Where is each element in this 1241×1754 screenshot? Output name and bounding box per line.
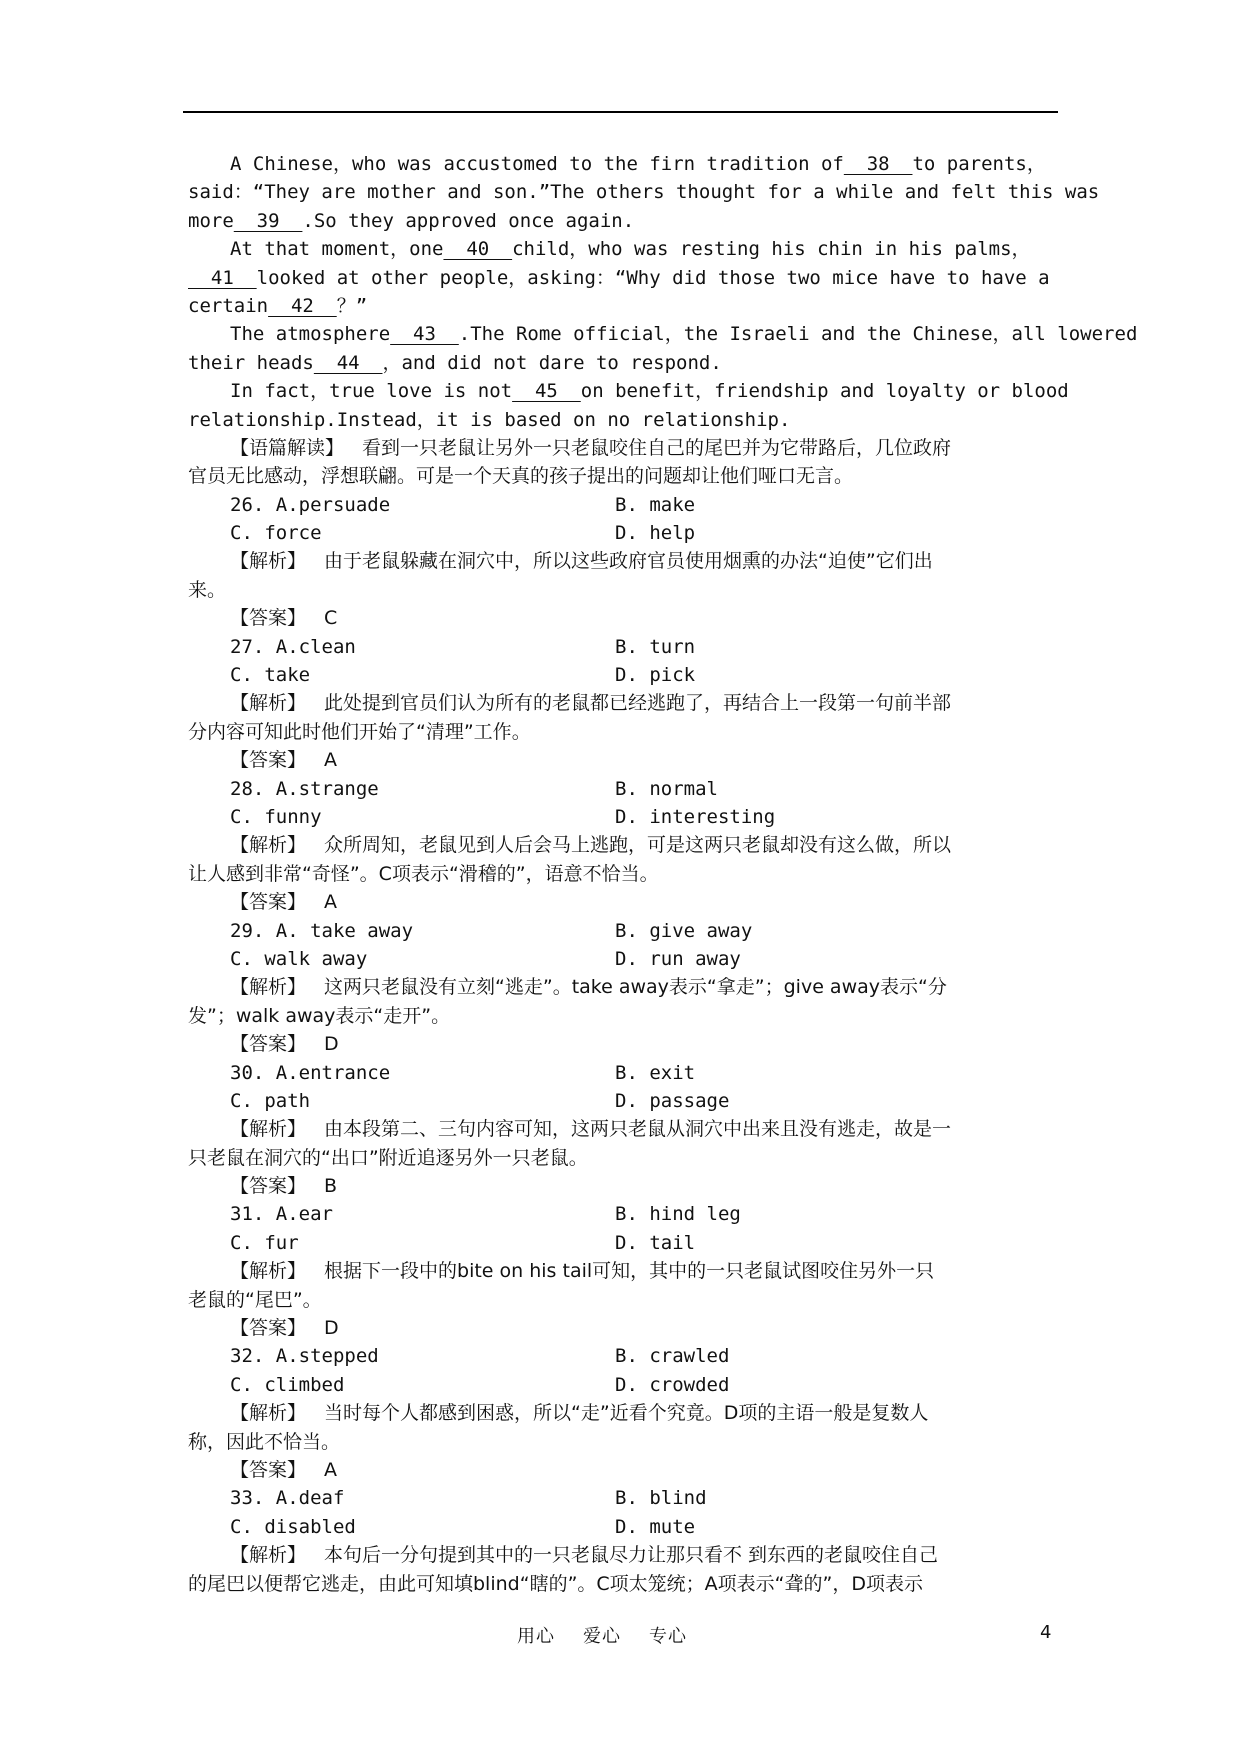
question-33-options-ab: [188, 1484, 1100, 1512]
option-a: 31. A.ear: [230, 1203, 333, 1226]
passage-line: [188, 406, 1100, 434]
question-block: [188, 1342, 1100, 1484]
passage-text: said：“They are mother and son.”The others thought for a while and felt this was: [188, 181, 1100, 204]
document-body: [188, 150, 1138, 1598]
answer-value: C: [324, 607, 338, 630]
option-a: 28. A.strange: [230, 777, 379, 800]
passage-text: certain: [188, 294, 269, 317]
passage-text: more: [188, 209, 234, 232]
passage-line: [188, 178, 1100, 206]
question-options-cd: [188, 519, 1100, 547]
option-b: B. exit: [615, 1061, 696, 1084]
analysis-line-cont: [188, 718, 1100, 746]
page-number: 4: [1040, 1622, 1052, 1643]
answer-label: 【答案】: [230, 749, 307, 772]
analysis-text: 根据下一段中的bite on his tail可知，其中的一只老鼠试图咬住另外一只: [324, 1260, 935, 1283]
analysis-line: [188, 689, 1100, 717]
analysis-text: 称，因此不恰当。: [188, 1430, 341, 1453]
footer-motto: [517, 1622, 715, 1648]
analysis-label: 【解析】: [230, 834, 307, 857]
question-33-options-cd: [188, 1513, 1100, 1541]
blank-38: 38: [843, 153, 913, 175]
question-list: [188, 491, 1100, 1485]
analysis-line-cont: [188, 1286, 1100, 1314]
option-d: D. help: [615, 522, 696, 545]
header-rule: [183, 111, 1058, 113]
reading-summary: [188, 434, 1100, 462]
option-a: 27. A.clean: [230, 635, 356, 658]
question-options-cd: [188, 803, 1100, 831]
blank-41: 41: [188, 266, 257, 289]
option-d: D. passage: [615, 1089, 730, 1112]
answer-line: [188, 604, 1100, 632]
answer-label: 【答案】: [230, 1317, 307, 1340]
blank-40: 40: [443, 238, 513, 261]
question-33-analysis-cont: [188, 1570, 1100, 1598]
question-block: [188, 775, 1100, 917]
analysis-line: [188, 831, 1100, 859]
passage-text: .The Rome official，the Israeli and the Chinese，all lowered: [458, 323, 1138, 346]
passage-line: [188, 150, 1100, 178]
passage-text: ？”: [336, 294, 368, 317]
answer-value: A: [324, 749, 338, 772]
question-options-cd: [188, 1229, 1100, 1257]
question-options-ab: [188, 633, 1100, 661]
answer-label: 【答案】: [230, 891, 307, 914]
option-d: D. pick: [615, 664, 696, 687]
passage-text: In fact，true love is not: [230, 380, 513, 403]
question-block: [188, 633, 1100, 775]
footer-word: 爱心: [583, 1626, 621, 1647]
option-a: 26. A.persuade: [230, 493, 391, 516]
answer-label: 【答案】: [230, 1458, 307, 1481]
analysis-line: [188, 1399, 1100, 1427]
analysis-line-cont: [188, 1428, 1100, 1456]
analysis-text: 这两只老鼠没有立刻“逃走”。take away表示“拿走”；give away表示“分: [324, 976, 947, 999]
answer-label: 【答案】: [230, 1175, 307, 1198]
question-options-ab: [188, 1059, 1100, 1087]
analysis-label: 【解析】: [230, 1402, 307, 1425]
analysis-line: [188, 1257, 1100, 1285]
passage-text: relationship.Instead，it is based on no relationship.: [188, 408, 791, 431]
question-block: [188, 491, 1100, 633]
question-block: [188, 1200, 1100, 1342]
option-b: B. give away: [615, 919, 753, 942]
answer-value: A: [324, 1458, 338, 1481]
passage-text: on benefit，friendship and loyalty or blood: [580, 380, 1069, 403]
option-c: C. path: [230, 1089, 311, 1112]
answer-value: B: [324, 1175, 338, 1198]
reading-summary-cont: [188, 462, 1100, 490]
option-d: D. tail: [615, 1231, 696, 1254]
answer-value: D: [324, 1317, 339, 1340]
answer-line: [188, 1172, 1100, 1200]
passage-line: [188, 264, 1100, 292]
analysis-text: 来。: [188, 578, 227, 601]
passage-text: A Chinese，who was accustomed to the firn tradition of: [230, 153, 844, 175]
answer-line: [188, 1314, 1100, 1342]
option-d: D. run away: [615, 947, 741, 970]
question-options-ab: [188, 775, 1100, 803]
option-c: C. fur: [230, 1231, 299, 1254]
option-d: D. interesting: [615, 805, 776, 828]
question-options-ab: [188, 917, 1100, 945]
analysis-line-cont: [188, 1144, 1100, 1172]
question-options-cd: [188, 1087, 1100, 1115]
option-b: B. hind leg: [615, 1203, 741, 1226]
passage-text: .So they approved once again.: [302, 209, 635, 232]
option-b: B. normal: [615, 777, 718, 800]
option-c: C. walk away: [230, 947, 368, 970]
answer-value: D: [324, 1033, 339, 1056]
analysis-text: 让人感到非常“奇怪”。C项表示“滑稽的”，语意不恰当。: [188, 862, 659, 885]
answer-value: A: [324, 891, 338, 914]
option-b: B. make: [615, 493, 696, 516]
analysis-line-cont: [188, 860, 1100, 888]
analysis-text: 发”；walk away表示“走开”。: [188, 1004, 451, 1027]
passage-line: [188, 235, 1100, 263]
question-options-cd: [188, 945, 1100, 973]
analysis-line-cont: [188, 576, 1100, 604]
option-b: B. crawled: [615, 1345, 730, 1368]
answer-line: [188, 1030, 1100, 1058]
answer-label: 【答案】: [230, 1033, 307, 1056]
passage-line: [188, 320, 1138, 348]
analysis-label: 【解析】: [230, 1544, 307, 1567]
analysis-label: 【解析】: [230, 692, 307, 715]
analysis-text: 由本段第二、三句内容可知，这两只老鼠从洞穴中出来且没有逃走，故是一: [324, 1118, 952, 1141]
analysis-text: 由于老鼠躲藏在洞穴中，所以这些政府官员使用烟熏的办法“迫使”它们出: [324, 550, 933, 573]
question-block: [188, 1059, 1100, 1201]
passage-text: their heads: [188, 351, 314, 374]
option-b: B. blind: [615, 1487, 707, 1510]
question-options-cd: [188, 661, 1100, 689]
analysis-label: 【解析】: [230, 550, 307, 573]
option-a: 33. A.deaf: [230, 1487, 345, 1510]
passage-text: looked at other people，asking：“Why did those two mice have to have a: [256, 266, 1050, 289]
reading-text: 看到一只老鼠让另外一只老鼠咬住自己的尾巴并为它带路后，几位政府: [362, 436, 952, 459]
analysis-line: [188, 547, 1100, 575]
question-block: [188, 917, 1100, 1059]
blank-39: 39: [233, 209, 303, 232]
answer-line: [188, 888, 1100, 916]
passage-text: child，who was resting his chin in his palms，: [512, 238, 1031, 261]
passage-line: [188, 377, 1100, 405]
analysis-text: 分内容可知此时他们开始了“清理”工作。: [188, 720, 531, 743]
option-c: C. disabled: [230, 1515, 356, 1538]
option-c: C. funny: [230, 805, 322, 828]
option-c: C. take: [230, 664, 311, 687]
option-b: B. turn: [615, 635, 696, 658]
footer-word: 用心: [517, 1626, 555, 1647]
question-33-analysis: [188, 1541, 1100, 1569]
option-d: D. crowded: [615, 1373, 730, 1396]
option-a: 29. A. take away: [230, 919, 414, 942]
analysis-text: 当时每个人都感到困惑，所以“走”近看个究竟。D项的主语一般是复数人: [324, 1402, 929, 1425]
question-options-cd: [188, 1371, 1100, 1399]
blank-42: 42: [268, 294, 337, 317]
option-c: C. force: [230, 522, 322, 545]
answer-line: [188, 1456, 1100, 1484]
blank-43: 43: [390, 323, 459, 346]
analysis-label: 【解析】: [230, 1260, 307, 1283]
passage-text: The atmosphere: [230, 323, 391, 346]
analysis-text: 的尾巴以便帮它逃走，由此可知填blind“瞎的”。C项太笼统；A项表示“聋的”，D项表示: [188, 1572, 923, 1595]
passage-line: [188, 292, 1100, 320]
analysis-line: [188, 973, 1100, 1001]
analysis-text: 此处提到官员们认为所有的老鼠都已经逃跑了，再结合上一段第一句前半部: [324, 692, 952, 715]
option-a: 32. A.stepped: [230, 1345, 379, 1368]
question-options-ab: [188, 1342, 1100, 1370]
analysis-text: 老鼠的“尾巴”。: [188, 1288, 322, 1311]
analysis-label: 【解析】: [230, 1118, 307, 1141]
option-c: C. climbed: [230, 1373, 345, 1396]
answer-line: [188, 746, 1100, 774]
question-options-ab: [188, 1200, 1100, 1228]
blank-45: 45: [512, 380, 581, 403]
analysis-line-cont: [188, 1002, 1100, 1030]
analysis-text: 众所周知，老鼠见到人后会马上逃跑，可是这两只老鼠却没有这么做，所以: [324, 834, 952, 857]
analysis-text: 只老鼠在洞穴的“出口”附近追逐另外一只老鼠。: [188, 1146, 588, 1169]
passage-text: At that moment，one: [230, 238, 444, 261]
option-d: D. mute: [615, 1515, 696, 1538]
question-options-ab: [188, 491, 1100, 519]
answer-label: 【答案】: [230, 607, 307, 630]
passage-text: ，and did not dare to respond.: [382, 351, 722, 374]
option-a: 30. A.entrance: [230, 1061, 391, 1084]
reading-tag: 【语篇解读】: [230, 436, 345, 459]
analysis-text: 本句后一分句提到其中的一只老鼠尽力让那只看不 到东西的老鼠咬住自己: [324, 1544, 939, 1567]
passage-line: [188, 349, 1100, 377]
passage-line: [188, 207, 1100, 235]
reading-text: 官员无比感动，浮想联翩。可是一个天真的孩子提出的问题却让他们哑口无言。: [188, 465, 854, 488]
footer-word: 专心: [649, 1626, 687, 1647]
analysis-line: [188, 1115, 1100, 1143]
blank-44: 44: [313, 351, 383, 374]
passage-text: to parents，: [912, 153, 1046, 175]
analysis-label: 【解析】: [230, 976, 307, 999]
